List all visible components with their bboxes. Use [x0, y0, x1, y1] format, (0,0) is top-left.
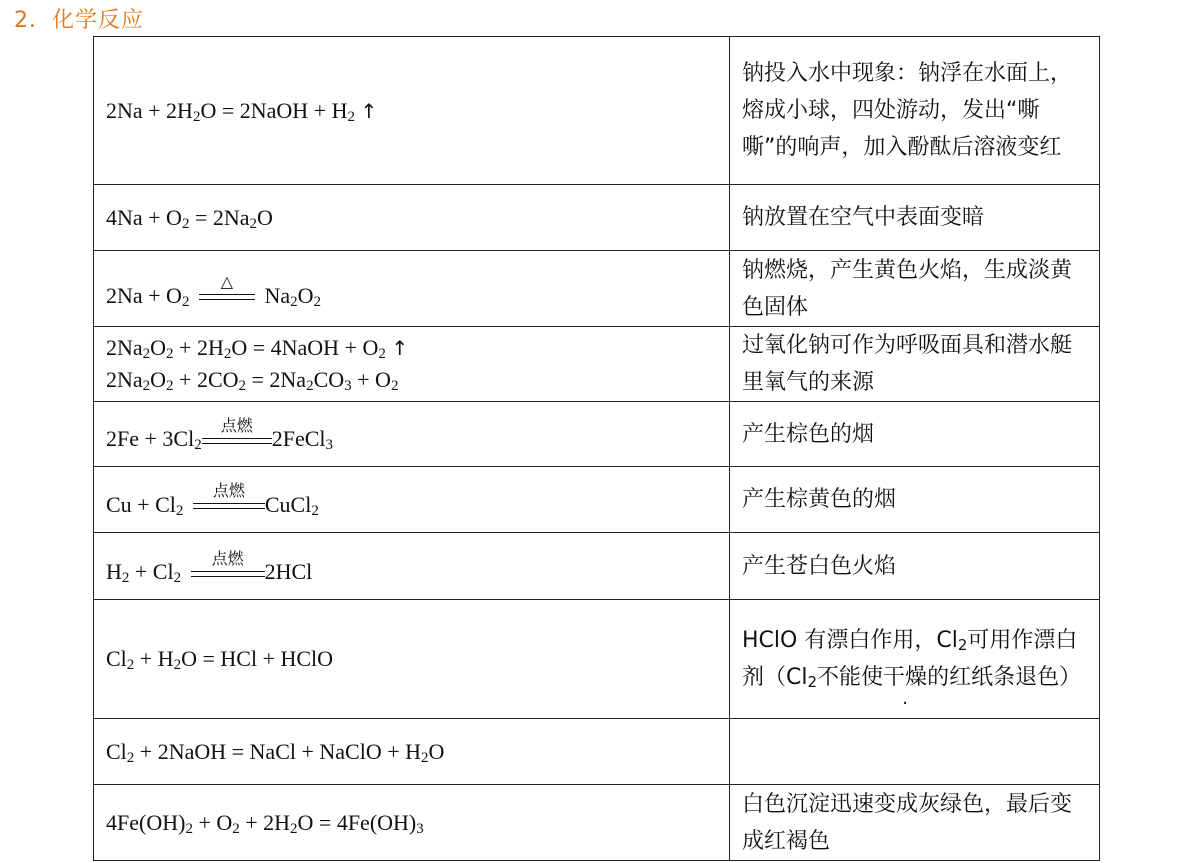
description: 产生棕黄色的烟 [730, 467, 1100, 533]
ignite-condition: 点燃 [220, 415, 253, 435]
table-row [94, 785, 1100, 861]
description: 钠放置在空气中表面变暗 [730, 185, 1100, 251]
description: 白色沉淀迅速变成灰绿色，最后变成红褐色 [730, 785, 1100, 861]
section-heading: 2．化学反应 [14, 8, 144, 33]
ignite-condition: 点燃 [212, 481, 245, 501]
table-row [94, 327, 1100, 402]
reaction-table [93, 36, 1100, 861]
equation: $4Na + O_2 = 2Na_2O$ [94, 185, 730, 251]
description: 产生苍白色火焰 [730, 533, 1100, 600]
equation: $2Fe + 3Cl_2$ 点燃 2FeCl$_3$ [94, 402, 730, 467]
heat-condition: △ [220, 272, 234, 292]
equation: $2Na + 2H_2O$ = 2NaOH + $H_2$ ↑ [94, 37, 730, 185]
equation: $2Na_2O_2 + 2H_2O$ = 4NaOH + $O_2$ ↑ $2Na_2O_2 + 2CO_2 = 2Na_2CO_3 + O_2$ [94, 327, 730, 402]
equation: $Cu + Cl_2$ 点燃 CuCl$_2$ [94, 467, 730, 533]
table-row [94, 600, 1100, 719]
description: 过氧化钠可作为呼吸面具和潜水艇里氧气的来源 [730, 327, 1100, 402]
ignite-condition: 点燃 [211, 548, 244, 568]
table-row [94, 533, 1100, 600]
equation: $Cl_2 + H_2O$ = HCl + HClO [94, 600, 730, 719]
description: 产生棕色的烟 [730, 402, 1100, 467]
emphasis-marks: 干燥 [883, 665, 928, 690]
table-row [94, 719, 1100, 785]
description: 钠燃烧，产生黄色火焰，生成淡黄色固体 [730, 251, 1100, 327]
equation: $2Na + O_2$ △ $Na_2O_2$ [94, 251, 730, 327]
table-row [94, 467, 1100, 533]
table-row [94, 37, 1100, 185]
description: HClO 有漂白作用，$Cl_2$可用作漂白剂（$Cl_2$不能使干燥的红纸条退色） [730, 600, 1100, 719]
table-row [94, 251, 1100, 327]
equation: $Cl_2$ + 2NaOH = NaCl + NaClO + $H_2O$ [94, 719, 730, 785]
description: 钠投入水中现象：钠浮在水面上，熔成小球，四处游动，发出“嘶嘶”的响声，加入酚酞后溶液变红 [730, 37, 1100, 185]
equation: $H_2 + Cl_2$ 点燃 2HCl [94, 533, 730, 600]
table-row [94, 402, 1100, 467]
description [730, 719, 1100, 785]
equation: $4Fe(OH)_2 + O_2 + 2H_2O = 4Fe(OH)_3$ [94, 785, 730, 861]
table-row [94, 185, 1100, 251]
